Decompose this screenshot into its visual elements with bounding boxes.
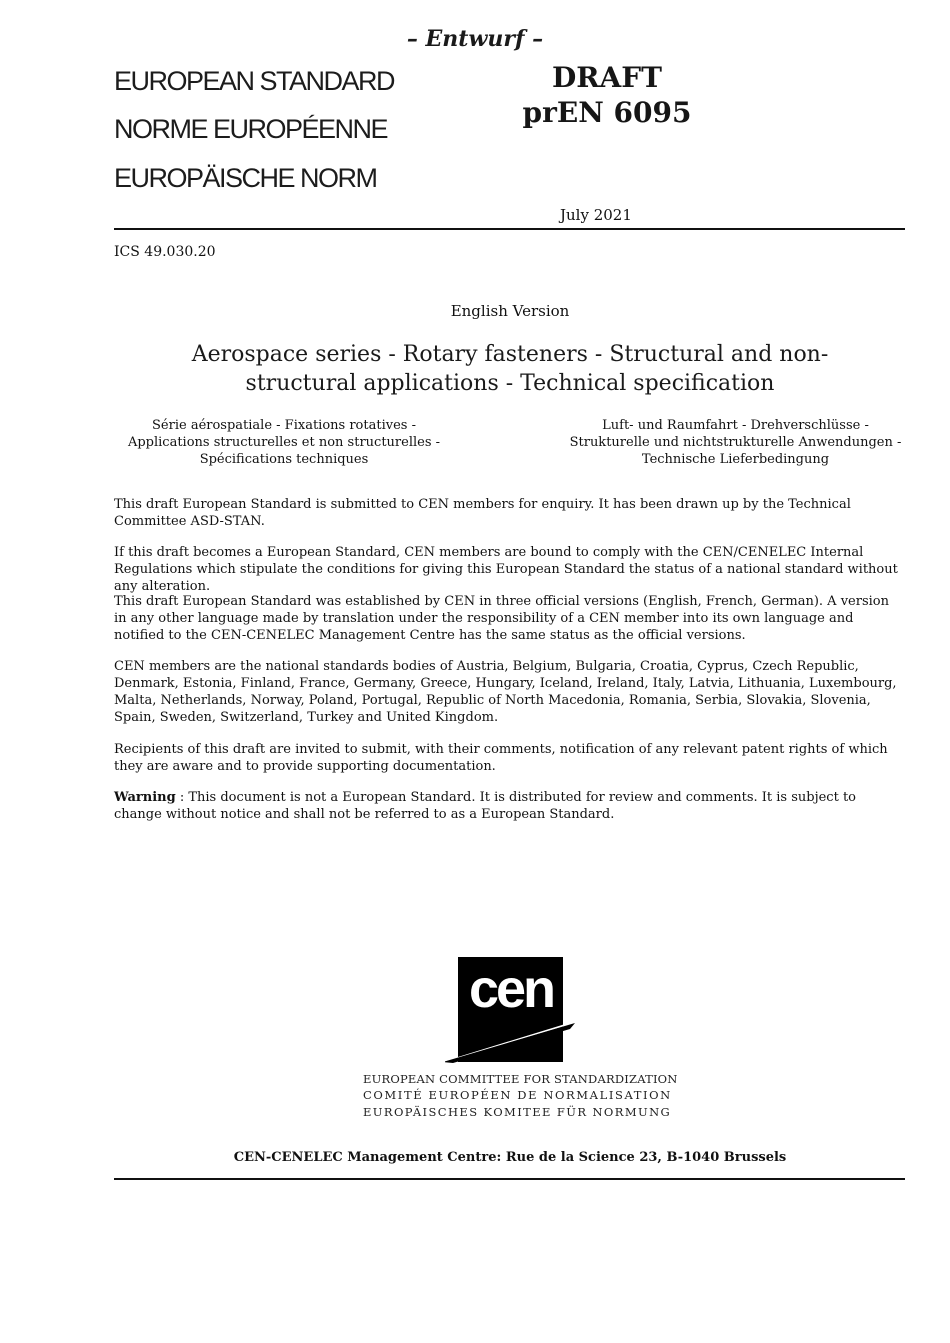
paragraph-versions: This draft European Standard was established by CEN in three official versions (English, French, German). A version in any other language made by translation under the responsibility of a CEN member into its own language and notified to the CEN-CENELEC Management Centre has the same status as the official versions. <box>114 594 889 643</box>
standard-title-fr: NORME EUROPÉENNE <box>114 114 388 144</box>
standard-title-de: EUROPÄISCHE NORM <box>114 163 377 193</box>
paragraph-members: CEN members are the national standards bodies of Austria, Belgium, Bulgaria, Croatia, Cyprus, Czech Republic, Denmark, Estonia, Finland, France, Germany, Greece, Hungary, Iceland, Ireland, Italy, Latvia, Lithuania, Luxembourg, Malta, Netherlands, Norway, Poland, Portugal, Republic of North Macedonia, Romania, Serbia, Slovakia, Slovenia, Spain, Sweden, Switzerland, Turkey and United Kingdom. <box>114 659 897 725</box>
footer-divider <box>114 1178 905 1180</box>
paragraph-patents: Recipients of this draft are invited to submit, with their comments, notification of any relevant patent rights of which they are aware and to provide supporting documentation. <box>114 742 888 774</box>
standard-title-en: EUROPEAN STANDARD <box>114 66 395 96</box>
paragraph-enquiry: This draft European Standard is submitted to CEN members for enquiry. It has been drawn up by the Technical Committee ASD-STAN. <box>114 497 851 529</box>
committee-name-de: EUROPÄISCHES KOMITEE FÜR NORMUNG <box>363 1105 672 1119</box>
french-title: Série aérospatiale - Fixations rotatives - Applications structurelles et non structurelles - Spécifications techniques <box>127 418 441 467</box>
german-title: Luft- und Raumfahrt - Drehverschlüsse - Strukturelle und nichtstrukturelle Anwendungen - Technische Lieferbedingung <box>569 418 902 467</box>
draft-label: DRAFT <box>552 61 662 94</box>
publication-date: July 2021 <box>560 206 632 224</box>
language-version: English Version <box>450 302 570 320</box>
document-title: Aerospace series - Rotary fasteners - Structural and non-structural applications - Technical specification <box>191 342 829 396</box>
draft-watermark-label: – Entwurf – <box>406 26 544 52</box>
paragraph-regulations: If this draft becomes a European Standard, CEN members are bound to comply with the CEN/CENELEC Internal Regulations which stipulate the conditions for giving this European Standard the status of a national standard without any alteration. <box>114 545 898 594</box>
warning-text: : This document is not a European Standard. It is distributed for review and comments. It is subject to change without notice and shall not be referred to as a European Standard. <box>114 790 856 822</box>
warning-paragraph <box>114 789 905 823</box>
committee-name-fr: COMITÉ EUROPÉEN DE NORMALISATION <box>363 1088 672 1102</box>
cen-logo-text: cen <box>468 959 554 1019</box>
warning-label: Warning <box>114 790 176 805</box>
header-divider <box>114 228 905 230</box>
ics-code: ICS 49.030.20 <box>114 244 216 260</box>
cen-logo-icon <box>445 957 580 1065</box>
committee-name-en: EUROPEAN COMMITTEE FOR STANDARDIZATION <box>363 1072 678 1086</box>
management-centre-address: CEN-CENELEC Management Centre: Rue de la Science 23, B-1040 Brussels <box>233 1150 787 1165</box>
document-number: prEN 6095 <box>522 96 692 129</box>
